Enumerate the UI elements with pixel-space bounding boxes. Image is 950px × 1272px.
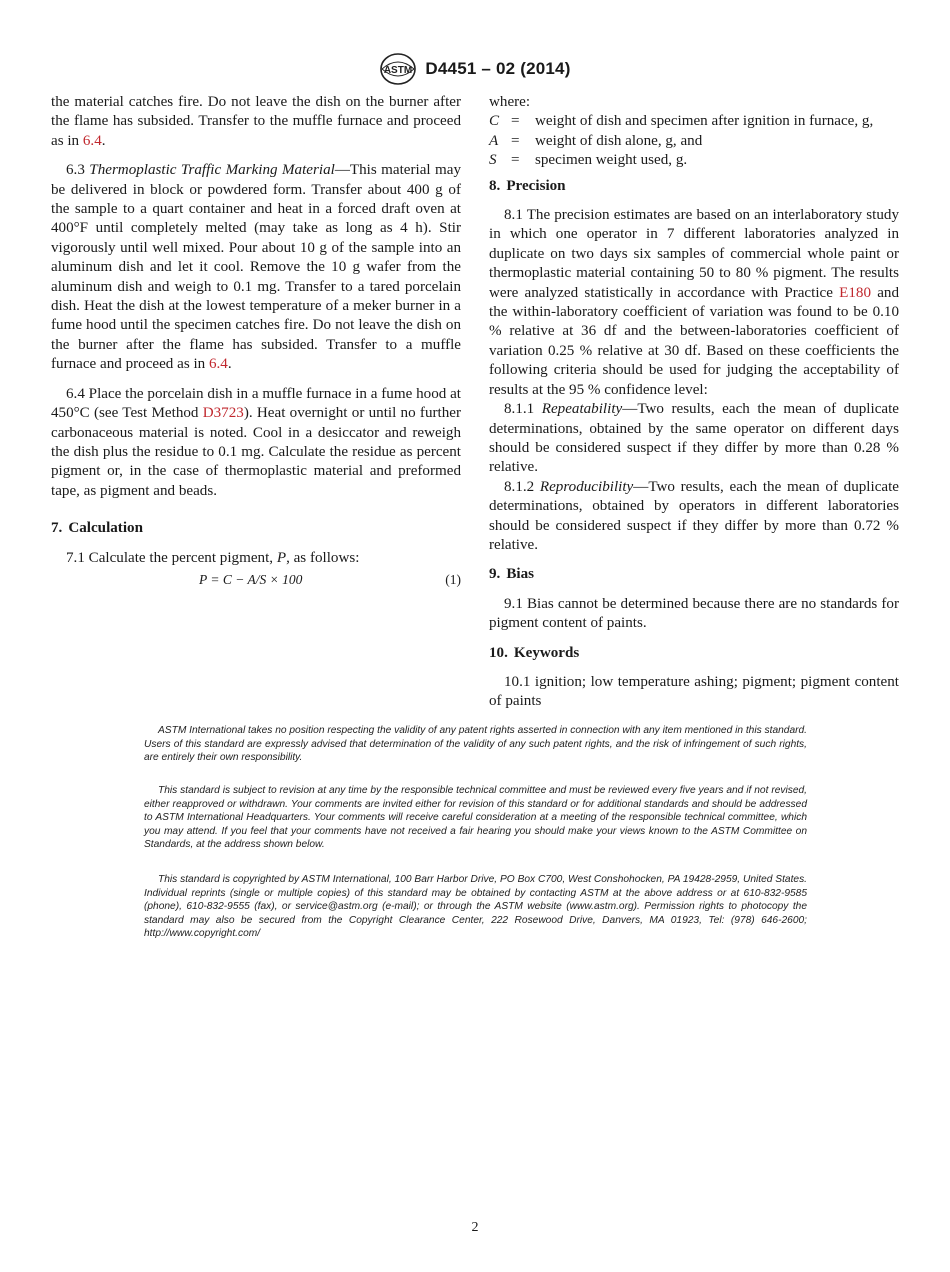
definition-c: C = weight of dish and specimen after ignition in furnace, g, — [489, 113, 874, 130]
paragraph-8-1-1: 8.1.1 Repeatability—Two results, each the mean of duplicate determinations, obtained by the same operator on different days should be considered suspect if they differ by more than 0.28 % relative. — [489, 401, 899, 476]
paragraph-6-3: 6.3 Thermoplastic Traffic Marking Material—This material may be delivered in block or powdered form. Transfer about 400 g of the sample to a quart container and heat in a forced draft oven at 400°F until completely melted (may take as long as 4 h). Stir vigorously until well mixed. Pour about 10 g of the sample into an aluminum dish and let it cool. Remove the 10 g wafer from the aluminum dish and weigh to 0.1 mg. Transfer to a tared porcelain dish. Heat the dish at the lowest temperature of a meker burner in a fume hood until the specimen catches fire. Do not leave the dish on the burner after the flame has subsided. Transfer to a muffle furnace and proceed as in 6.4. — [51, 162, 461, 373]
equation-1 — [51, 570, 461, 589]
page-header — [0, 52, 950, 86]
document-id: D4451 – 02 (2014) — [425, 59, 571, 78]
footer-revision-notice: This standard is subject to revision at any time by the responsible technical committee and must be reviewed every five years and if not revised, either reapproved or withdrawn. Your comments are invited either for revision of this standard or for additional standards and should be addressed to ASTM International Headquarters. Your comments will receive careful consideration at a meeting of the responsible technical committee, which you may attend. If you feel that your comments have not received a fair hearing you should make your views known to the ASTM Committee on Standards, at the address shown below. — [144, 785, 807, 851]
astm-logo-icon — [379, 52, 417, 86]
paragraph-7-1: 7.1 Calculate the percent pigment, P, as follows: — [66, 549, 360, 566]
section-heading-9: 9. Bias — [489, 566, 535, 583]
link-e180[interactable]: E180 — [839, 284, 871, 301]
page-number: 2 — [471, 1220, 479, 1235]
paragraph-6-4: 6.4 Place the porcelain dish in a muffle furnace in a fume hood at 450°C (see Test Method D3723). Heat overnight or until no further carbonaceous material is noted. Cool in a desiccator and reweigh the dish plus the residue to 0.1 mg. Calculate the residue as percent pigment or, in the case of thermoplastic material and preformed tape, as pigment and beads. — [51, 385, 461, 499]
section-heading-7: 7. Calculation — [51, 520, 143, 537]
equation-expression: P = C − A/S × 100 — [199, 571, 303, 587]
definition-a: A = weight of dish alone, g, and — [489, 132, 703, 149]
definition-s: S = specimen weight used, g. — [489, 152, 688, 169]
section-heading-10: 10. Keywords — [489, 644, 580, 661]
link-section-6-4[interactable]: 6.4 — [82, 132, 102, 149]
left-column — [51, 93, 461, 589]
section-heading-8: 8. Precision — [489, 177, 566, 194]
paragraph-8-1-2: 8.1.2 Reproducibility—Two results, each the mean of duplicate determinations, obtained by operators in different laboratories should be considered suspect if they differ by more than 0.72 % relative. — [489, 478, 899, 553]
where-label: where: — [489, 94, 531, 110]
right-column — [489, 93, 899, 722]
equation-number: (1) — [445, 571, 461, 587]
paragraph-9-1: 9.1 Bias cannot be determined because there are no standards for pigment content of paints. — [489, 595, 899, 632]
svg-text:ASTM: ASTM — [384, 65, 413, 76]
footer-copyright-notice: This standard is copyrighted by ASTM International, 100 Barr Harbor Drive, PO Box C700, West Conshohocken, PA 19428-2959, United States. Individual reprints (single or multiple copies) of this standard may be obtained by contacting ASTM at the above address or at 610-832-9585 (phone), 610-832-9555 (fax), or service@astm.org (e-mail); or through the ASTM website (www.astm.org). Permission rights to photocopy the standard may also be secured from the Copyright Clearance Center, 222 Rosewood Drive, Danvers, MA 01923, Tel: (978) 646-2600; http://www.copyright.com/ — [144, 874, 807, 940]
footer-patent-notice: ASTM International takes no position respecting the validity of any patent rights asserted in connection with any item mentioned in this standard. Users of this standard are expressly advised that determination of the validity of any such patent rights, and the risk of infringement of such rights, are entirely their own responsibility. — [144, 725, 807, 764]
link-d3723[interactable]: D3723 — [202, 405, 244, 422]
paragraph-continuation: the material catches fire. Do not leave the dish on the burner after the flame has subsided. Transfer to the muffle furnace and proceed as in 6.4. — [51, 94, 461, 149]
paragraph-10-1: 10.1 ignition; low temperature ashing; pigment; pigment content of paints — [489, 673, 899, 710]
link-section-6-4[interactable]: 6.4 — [208, 356, 228, 373]
paragraph-8-1: 8.1 The precision estimates are based on an interlaboratory study in which one operator in 7 different laboratories analyzed in duplicate on two days six samples of commercial whole paint or thermoplastic material containing 50 to 80 % pigment. The results were analyzed statistically in accordance with Practice E180 and the within-laboratory coefficient of variation was found to be 0.10 % relative at 36 df and the between-laboratories coefficient of variation 0.25 % relative at 30 df. Based on these coefficients the following criteria should be used for judging the acceptability of results at the 95 % confidence level: — [489, 207, 899, 398]
subsection-title: Thermoplastic Traffic Marking Material — [89, 162, 335, 179]
